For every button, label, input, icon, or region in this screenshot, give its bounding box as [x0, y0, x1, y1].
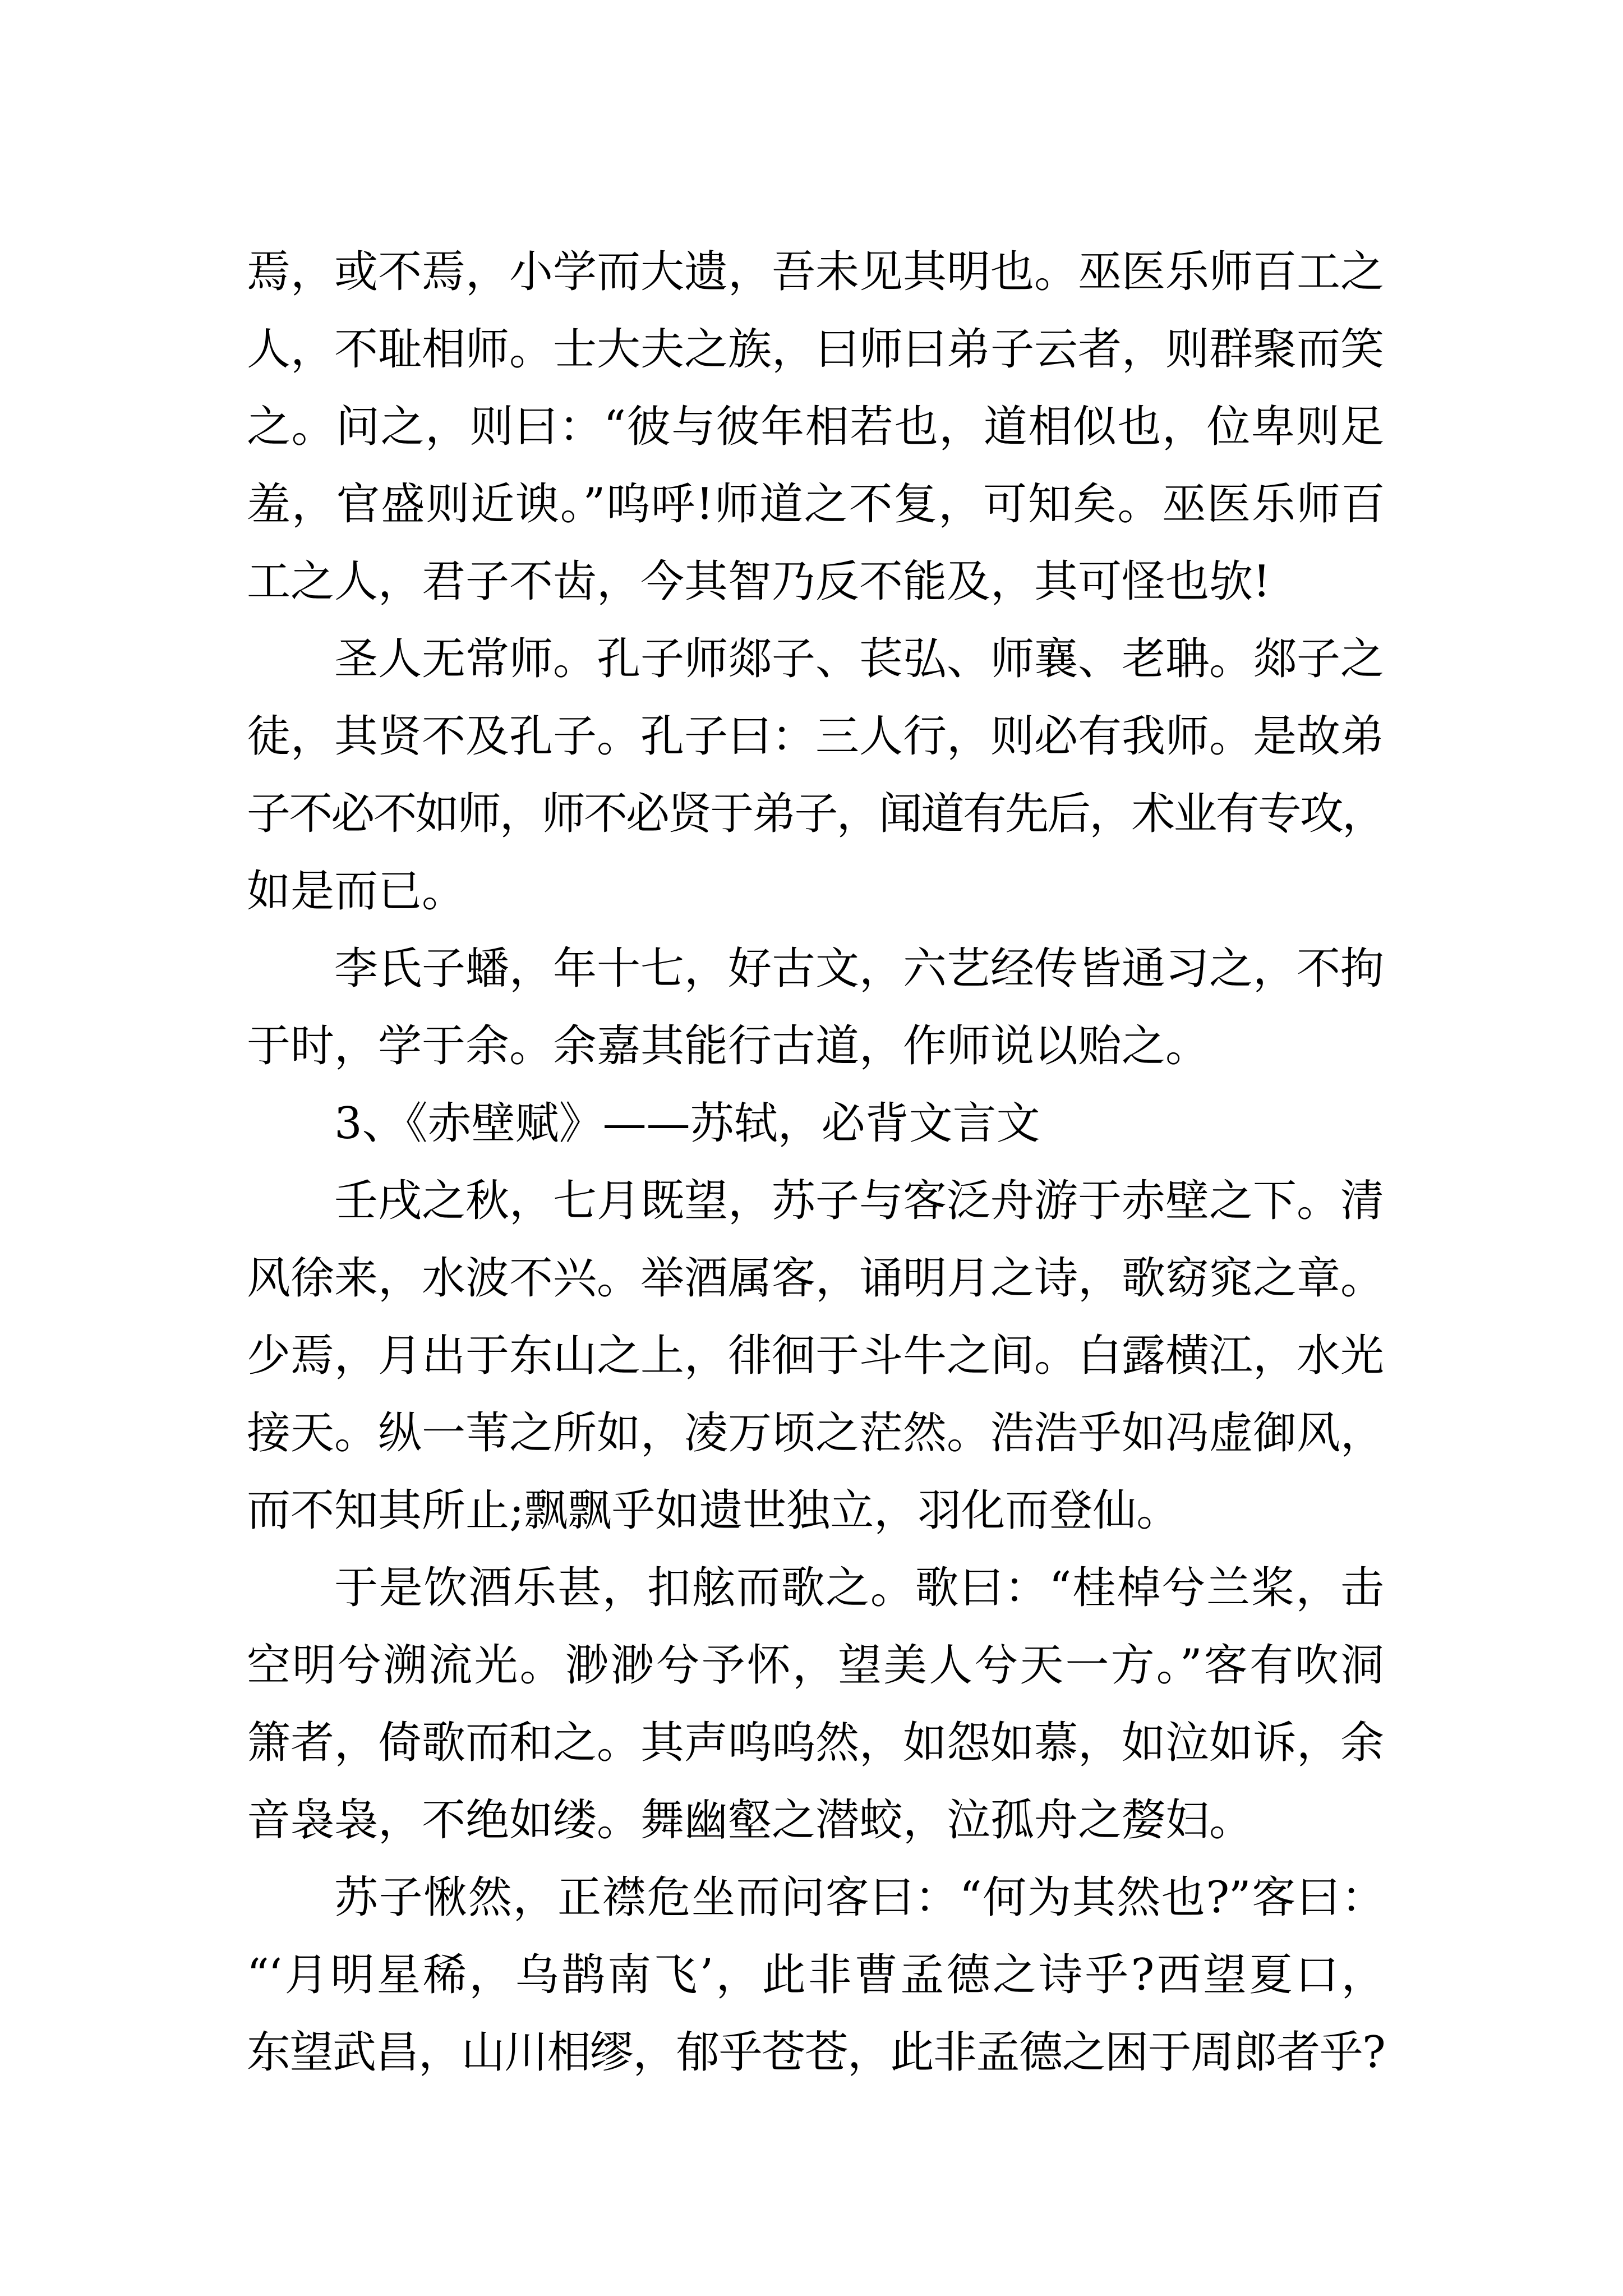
- text-line: 空明兮溯流光。渺渺兮予怀，望美人兮天一方。”客有吹洞: [247, 1640, 1384, 1691]
- text-line: 李氏子蟠，年十七，好古文，六艺经传皆通习之，不拘: [334, 944, 1385, 994]
- text-line: 东望武昌，山川相缪，郁乎苍苍，此非孟德之困于周郎者乎?: [247, 2027, 1385, 2078]
- text-line: 如是而已。: [247, 866, 466, 917]
- text-line: 苏子愀然，正襟危坐而问客曰：“何为其然也?”客曰：: [334, 1872, 1384, 1923]
- text-line: 子不必不如师，师不必贤于弟子，闻道有先后，术业有专攻，: [247, 789, 1384, 839]
- paragraph-su-zi-qiao-ran: [247, 1859, 1384, 2091]
- document-body: [247, 233, 1384, 2091]
- paragraph-sheng-ren: [247, 620, 1384, 930]
- text-line: 接天。纵一苇之所如，凌万顷之茫然。浩浩乎如冯虚御风，: [247, 1408, 1385, 1458]
- text-line: 箫者，倚歌而和之。其声呜呜然，如怨如慕，如泣如诉，余: [247, 1718, 1385, 1768]
- text-line: 人，不耻相师。士大夫之族，曰师曰弟子云者，则群聚而笑: [247, 324, 1385, 375]
- text-line: 而不知其所止;飘飘乎如遗世独立，羽化而登仙。: [247, 1485, 1181, 1536]
- text-line: “‘月明星稀，乌鹊南飞’，此非曹孟德之诗乎?西望夏口，: [247, 1950, 1384, 2000]
- text-line: 圣人无常师。孔子师郯子、苌弘、师襄、老聃。郯子之: [334, 634, 1385, 684]
- paragraph-li-shi-zi-pan: [247, 930, 1384, 1085]
- text-line: 风徐来，水波不兴。举酒属客，诵明月之诗，歌窈窕之章。: [247, 1253, 1385, 1304]
- paragraph-shi-shuo-continued: [247, 233, 1384, 620]
- paragraph-ren-xu-zhi-qiu: [247, 1162, 1384, 1549]
- text-line: 音袅袅，不绝如缕。舞幽壑之潜蛟，泣孤舟之嫠妇。: [247, 1795, 1253, 1846]
- section-heading: 3、《赤壁赋》——苏轼，必背文言文: [334, 1098, 1040, 1149]
- text-line: 焉，或不焉，小学而大遗，吾未见其明也。巫医乐师百工之: [247, 247, 1385, 297]
- text-line: 羞，官盛则近谀。”呜呼!师道之不复，可知矣。巫医乐师百: [247, 479, 1384, 530]
- text-line: 于是饮酒乐甚，扣舷而歌之。歌曰：“桂棹兮兰桨，击: [334, 1563, 1384, 1613]
- text-line: 工之人，君子不齿，今其智乃反不能及，其可怪也欤!: [247, 556, 1271, 607]
- text-line: 少焉，月出于东山之上，徘徊于斗牛之间。白露横江，水光: [247, 1331, 1385, 1381]
- section-heading-chi-bi-fu: [247, 1085, 1384, 1162]
- paragraph-yin-jiu-le-shen: [247, 1549, 1384, 1859]
- text-line: 壬戌之秋，七月既望，苏子与客泛舟游于赤壁之下。清: [334, 1176, 1385, 1226]
- text-line: 之。问之，则曰：“彼与彼年相若也，道相似也，位卑则足: [247, 402, 1384, 452]
- text-line: 于时，学于余。余嘉其能行古道，作师说以贻之。: [247, 1021, 1210, 1071]
- text-line: 徒，其贤不及孔子。孔子曰：三人行，则必有我师。是故弟: [247, 711, 1385, 762]
